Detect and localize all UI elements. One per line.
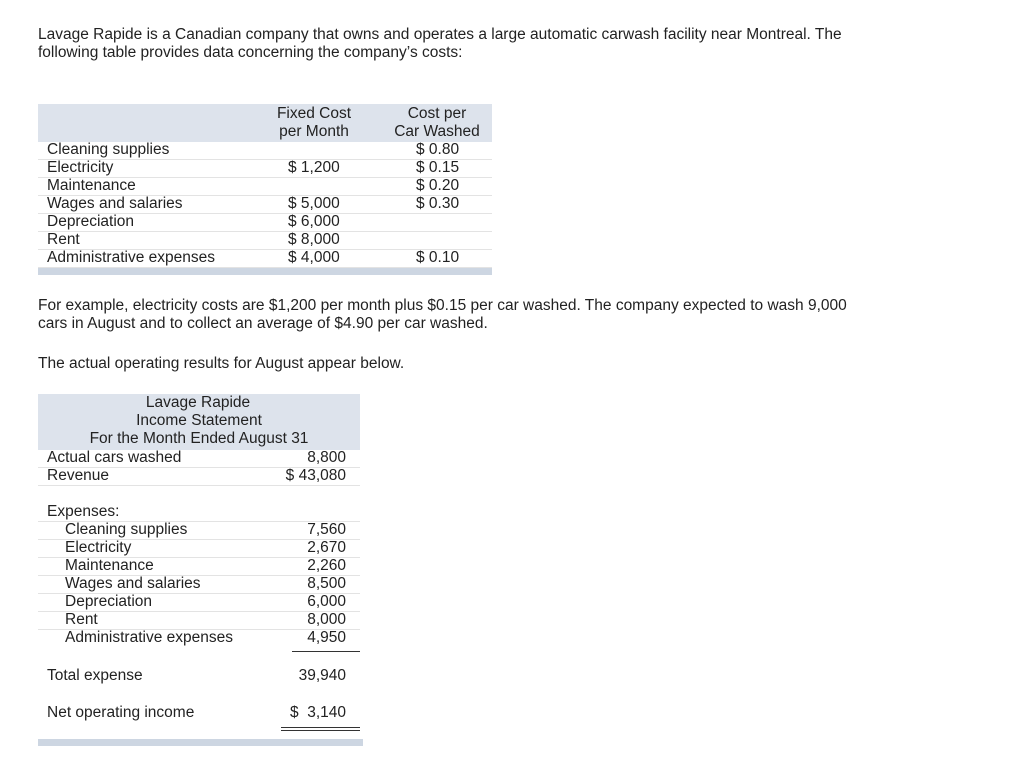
- intro-paragraph: Lavage Rapide is a Canadian company that owns and operates a large automatic carwash facility near Montreal. The following table provides data concerning the company’s costs:: [38, 26, 842, 61]
- row-label: Maintenance: [47, 177, 136, 194]
- row-label: Administrative expenses: [47, 249, 215, 266]
- row-label: Rent: [47, 231, 80, 248]
- row-fixed: $ 4,000: [288, 249, 340, 266]
- row-var: $ 0.30: [416, 195, 460, 212]
- row-label: Depreciation: [65, 593, 153, 610]
- example-paragraph: For example, electricity costs are $1,200 per month plus $0.15 per car washed. The company expected to wash 9,000 cars in August and to collect an average of $4.90 per car washed.: [38, 297, 847, 332]
- statement-name: Income Statement: [136, 412, 262, 429]
- total-double-rule-top: [281, 727, 360, 728]
- row-var: $ 0.10: [416, 249, 460, 266]
- table-row: [38, 249, 492, 268]
- table-row: [38, 159, 492, 178]
- row-value: 2,260: [307, 557, 346, 574]
- row-label: Revenue: [47, 467, 110, 484]
- table-row: [38, 593, 360, 612]
- row-label: Total expense: [47, 667, 143, 684]
- total-expense-row: [38, 667, 360, 685]
- row-value: 8,800: [307, 449, 346, 466]
- table-row: [38, 141, 492, 160]
- cost-table: [38, 104, 492, 275]
- statement-company: Lavage Rapide: [145, 394, 251, 411]
- table-row: [38, 195, 492, 214]
- table-row: [38, 539, 360, 558]
- row-fixed: $ 8,000: [288, 231, 340, 248]
- row-label: Electricity: [65, 539, 132, 556]
- table-row: [38, 177, 492, 196]
- actual-results-intro: The actual operating results for August appear below.: [38, 355, 405, 372]
- fixed-cost-header-line2: per Month: [279, 123, 349, 140]
- row-value: 8,000: [307, 611, 346, 628]
- net-income-row: [38, 704, 360, 722]
- row-var: $ 0.15: [416, 159, 460, 176]
- row-value: $ 43,080: [285, 467, 346, 484]
- table-row: [38, 629, 360, 647]
- income-statement: [38, 394, 360, 747]
- row-label: Cleaning supplies: [47, 141, 170, 158]
- row-value: 39,940: [298, 667, 346, 684]
- var-cost-header: [372, 105, 502, 141]
- row-label: Rent: [65, 611, 98, 628]
- var-cost-header-line1: Cost per: [407, 105, 467, 122]
- row-label: Electricity: [47, 159, 114, 176]
- row-value: 2,670: [307, 539, 346, 556]
- row-value: $ 3,140: [289, 704, 346, 721]
- table-row: [38, 611, 360, 630]
- row-value: 8,500: [307, 575, 346, 592]
- row-label: Wages and salaries: [65, 575, 201, 592]
- table-row: [38, 231, 492, 250]
- table-bottom-bar: [38, 268, 492, 275]
- row-label: Administrative expenses: [65, 629, 233, 646]
- total-double-rule-bottom: [281, 730, 360, 731]
- table-row: [38, 557, 360, 576]
- row-value: 4,950: [307, 629, 346, 646]
- revenue-row: [38, 467, 360, 486]
- fixed-cost-header-line1: Fixed Cost: [276, 105, 352, 122]
- income-bottom-bar: [38, 739, 363, 746]
- fixed-cost-header: [249, 105, 379, 141]
- statement-period: For the Month Ended August 31: [89, 430, 309, 447]
- subtotal-rule: [292, 651, 360, 652]
- row-label: Cleaning supplies: [65, 521, 188, 538]
- actual-cars-row: [38, 449, 360, 468]
- row-fixed: $ 5,000: [288, 195, 340, 212]
- row-label: Maintenance: [65, 557, 154, 574]
- row-label: Actual cars washed: [47, 449, 182, 466]
- row-var: $ 0.20: [416, 177, 460, 194]
- row-value: 6,000: [307, 593, 346, 610]
- row-value: 7,560: [307, 521, 346, 538]
- table-row: [38, 213, 492, 232]
- row-fixed: $ 6,000: [288, 213, 340, 230]
- row-label: Depreciation: [47, 213, 135, 230]
- row-fixed: $ 1,200: [288, 159, 340, 176]
- row-label: Net operating income: [47, 704, 195, 721]
- row-label: Wages and salaries: [47, 195, 183, 212]
- var-cost-header-line2: Car Washed: [394, 123, 480, 140]
- expenses-header-row: [38, 503, 360, 522]
- expenses-label: Expenses:: [47, 503, 120, 520]
- row-var: $ 0.80: [416, 141, 460, 158]
- table-row: [38, 521, 360, 540]
- table-row: [38, 575, 360, 594]
